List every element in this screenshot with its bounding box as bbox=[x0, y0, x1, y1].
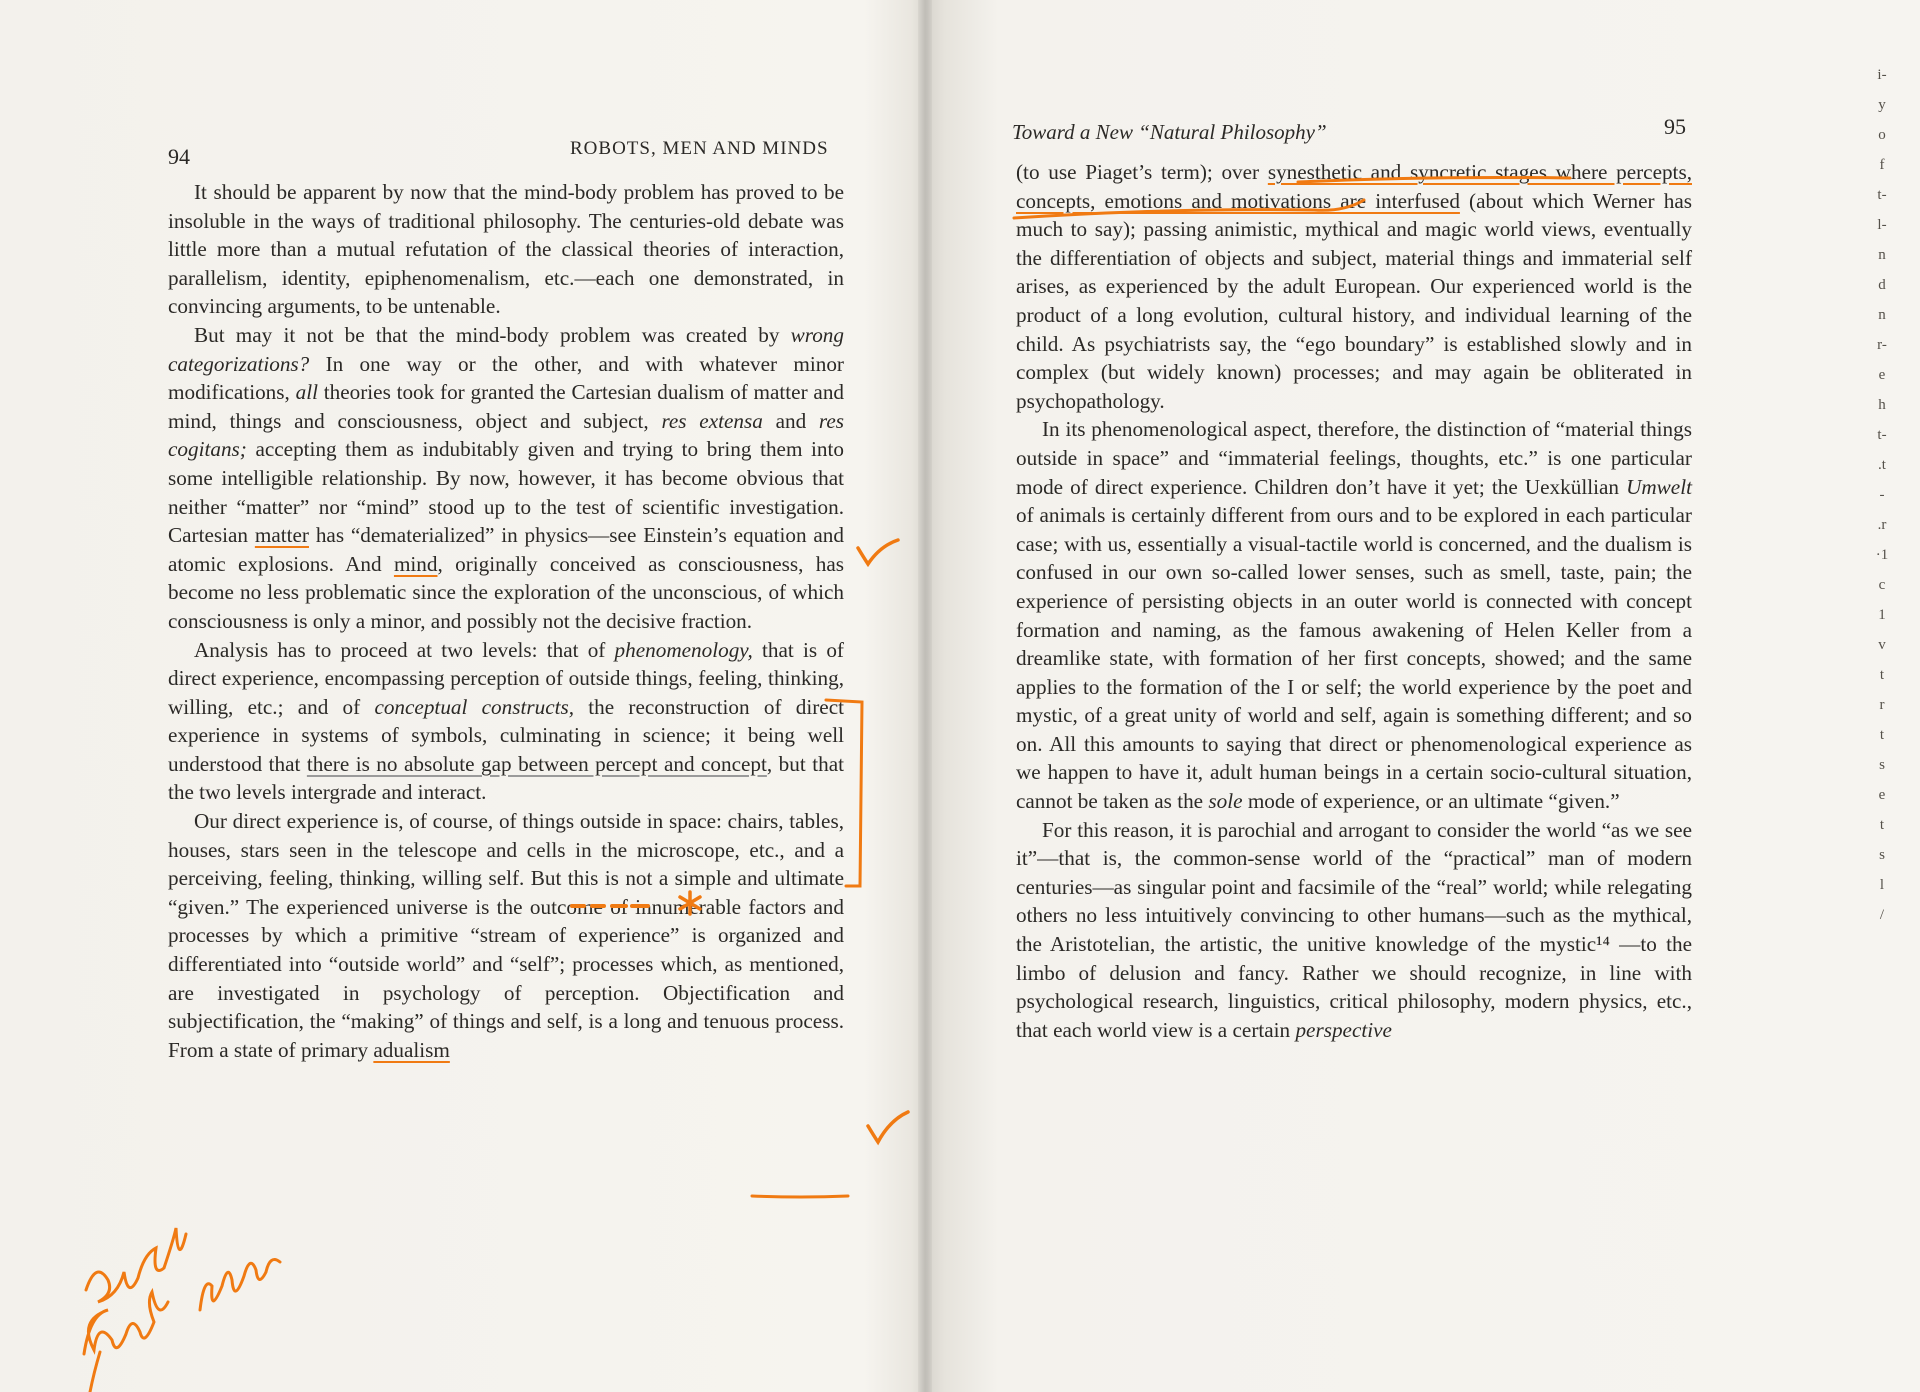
margin-fragment: ·1 bbox=[1875, 547, 1889, 563]
margin-fragment: t- bbox=[1877, 187, 1887, 203]
margin-fragment: i- bbox=[1877, 67, 1887, 83]
text-segment: But may it not be that the mind-body problem was created by bbox=[194, 322, 791, 347]
margin-fragment: r- bbox=[1877, 337, 1887, 353]
margin-fragment: t- bbox=[1877, 427, 1887, 443]
margin-fragment: e bbox=[1878, 367, 1886, 383]
text-segment: (about which Werner has much to say); passing animistic, mythical and magic world views, eventually the differentiation of objects and subject, material things and immaterial self arises, as experienced by the adult European. Our experienced world is the product of a long evolution, cultural history, and individual learning of the child. As psychiatrists say, the “ego boundary” is established slowly and in complex (but widely known) processes; and may again be obliterated in psychopathology. bbox=[1016, 188, 1692, 413]
text-segment: res cogitans; bbox=[168, 408, 845, 462]
margin-fragment: y bbox=[1878, 97, 1886, 113]
text-segment: that is of direct experience, encompassing perception of outside things, feeling, thinking, willing, etc.; and of bbox=[168, 637, 844, 719]
text-segment: Our direct experience is, of course, of things outside in space: chairs, tables, houses, stars seen in the telescope and cells in the microscope, etc., and a perceiving, feeling, thinking, willing self. But this is not a simple and ultimate “given.” The experienced universe is the outcome of innumerable factors and processes by which a primitive “stream of experience” is organized and differentiated into “outside world” and “self”; processes which, as mentioned, are investigated in psychology of perception. Objectification and subjectification, the “making” of things and self, is a long and tenuous process. From a state of primary bbox=[168, 809, 844, 1062]
asterisk-mark bbox=[680, 892, 700, 914]
text-segment: res extensa bbox=[661, 408, 763, 433]
text-segment: In its phenomenological aspect, therefore, the distinction of “material things outside in space” and “immaterial feelings, thoughts, etc.” is one particular mode of direct experience. Children don’t have it yet; the Uexküllian bbox=[1016, 417, 1692, 499]
text-segment: all bbox=[295, 380, 318, 405]
text-segment: For this reason, it is parochial and arrogant to consider the world “as we see it”—that is, the common-sense world of the “practical” man of modern centuries—as singular point and facsimile of the “real” world; while relegating others no less intuitively convincing to other humans—such as the mythical, the Aristotelian, the artistic, the unitive knowledge of the mystic¹⁴ —to the limbo of delusion and fancy. Rather we should recognize, in line with psychological research, linguistics, critical philosophy, modern physics, etc., that each world view is a certain bbox=[1016, 817, 1692, 1042]
margin-fragment: s bbox=[1879, 847, 1885, 863]
checkmark-icon bbox=[858, 540, 898, 564]
margin-fragment: 1 bbox=[1878, 607, 1886, 623]
margin-fragment: .t bbox=[1878, 457, 1886, 473]
text-segment: conceptual constructs, bbox=[374, 694, 575, 719]
margin-fragment: e bbox=[1878, 787, 1886, 803]
text-segment: wrong categorizations? bbox=[168, 322, 844, 376]
margin-fragment: t bbox=[1879, 667, 1885, 683]
left-page-number: 94 bbox=[168, 144, 190, 169]
margin-fragment: v bbox=[1878, 637, 1886, 653]
margin-fragment: l bbox=[1879, 877, 1885, 893]
margin-fragment: d bbox=[1878, 277, 1886, 293]
text-segment: Analysis has to proceed at two levels: that of bbox=[194, 637, 615, 662]
text-segment: accepting them as indubitably given and trying to bring them into some intelligible relationship. By now, however, it has become obvious that neither “matter” nor “mind” stood up to the test of scientific investigation. Cartesian bbox=[168, 437, 844, 548]
checkmark-icon-2 bbox=[868, 1112, 908, 1142]
margin-fragment: c bbox=[1878, 577, 1886, 593]
margin-fragment: r bbox=[1879, 697, 1885, 713]
margin-fragment: .r bbox=[1877, 517, 1887, 533]
margin-fragment: / bbox=[1879, 907, 1885, 923]
left-running-head: ROBOTS, MEN AND MINDS bbox=[570, 138, 829, 159]
text-segment: sole bbox=[1208, 789, 1243, 814]
handwritten-note bbox=[84, 1228, 280, 1392]
text-segment: (to use Piaget’s term); over bbox=[1016, 160, 1268, 184]
text-segment: , originally conceived as consciousness, has become no less problematic since the exploration of the unconscious, of which consciousness is only a minor, and possibly not the decisive fraction. bbox=[168, 551, 844, 633]
text-segment: adualism bbox=[373, 1037, 450, 1062]
margin-fragment: n bbox=[1878, 247, 1886, 263]
text-segment: Umwelt bbox=[1626, 474, 1692, 499]
margin-fragment: - bbox=[1879, 487, 1885, 503]
text-segment: there is no absolute gap between percept and concept bbox=[306, 751, 767, 776]
text-segment: synesthetic and syncretic stages where percepts, concepts, emotions and motivations are interfused bbox=[1016, 160, 1692, 213]
text-segment: theories took for granted the Cartesian dualism of matter and mind, things and consciousness, object and subject, bbox=[168, 380, 845, 433]
text-segment: and bbox=[762, 408, 819, 433]
margin-bracket bbox=[826, 700, 862, 886]
margin-fragment: t bbox=[1879, 817, 1885, 833]
text-segment: It should be apparent by now that the mind-body problem has proved to be insoluble in the ways of traditional philosophy. The centuries-old debate was little more than a mutual refutation of the classical theories of interaction, parallelism, identity, epiphenomenalism, etc.—each one demonstrated, in convincing arguments, to be untenable. bbox=[168, 180, 844, 319]
right-running-head: Toward a New “Natural Philosophy” bbox=[1012, 120, 1327, 144]
text-segment: matter bbox=[254, 523, 309, 548]
text-segment: perspective bbox=[1295, 1017, 1392, 1042]
right-underline-1 bbox=[1298, 178, 1570, 183]
margin-fragment: f bbox=[1879, 157, 1885, 173]
right-page-number: 95 bbox=[1664, 114, 1686, 139]
text-segment: of animals is certainly different from ours and to be explored in each particular case; with us, essentially a visual-tactile world is concerned, and the dualism is confused in our own so-called lower senses, such as smell, taste, pain; the experience of persisting objects in an outer world is connected with concept formation and naming, as the famous awakening of Helen Keller from a dreamlike state, with formation of her first concepts, showed; and the same applies to the formation of the I or self; the world experience by the poet and mystic, of a great unity of world and self, again is something different; and so on. All this amounts to saying that direct or phenomenological experience as we happen to have it, adult human beings in a certain socio-cultural situation, cannot be taken as the bbox=[1016, 503, 1692, 814]
text-segment: has “dematerialized” in physics—see Einstein’s equation and atomic explosions. And bbox=[168, 523, 844, 576]
margin-fragment: l- bbox=[1877, 217, 1887, 233]
margin-fragment: s bbox=[1879, 757, 1885, 773]
text-segment: , but that the two levels intergrade and interact. bbox=[168, 751, 844, 805]
margin-fragment: h bbox=[1878, 397, 1886, 413]
text-segment: phenomenology, bbox=[614, 637, 753, 662]
text-segment: the reconstruction of direct experience in systems of symbols, culminating in science; it being well understood that bbox=[168, 694, 844, 776]
text-segment: mind bbox=[393, 551, 438, 576]
text-segment: In one way or the other, and with whatever minor modifications, bbox=[168, 351, 844, 405]
text-segment: mode of experience, or an ultimate “given.” bbox=[1242, 789, 1620, 814]
margin-fragment: o bbox=[1878, 127, 1886, 143]
adualism-underline bbox=[752, 1196, 848, 1197]
margin-fragment: n bbox=[1878, 307, 1886, 323]
right-underline-2 bbox=[1014, 200, 1364, 218]
margin-fragment: t bbox=[1879, 727, 1885, 743]
